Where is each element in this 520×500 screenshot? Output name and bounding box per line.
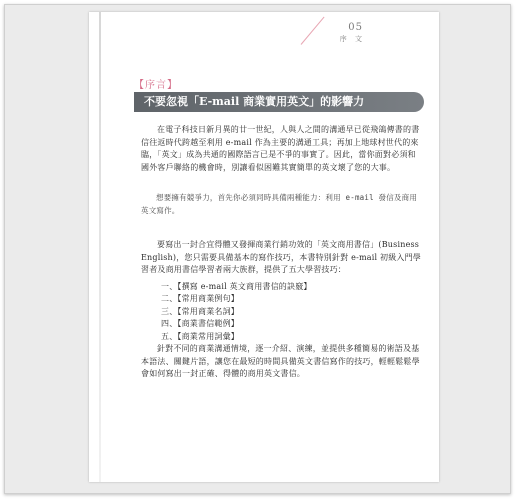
- list-item: 四、【商業書信範例】: [161, 319, 239, 328]
- closing-paragraph: 針對不同的商業溝通情境，逐一介紹、演練，並提供多種簡易的術語及基本語法、關鍵片語，讓您在最短的時間具備英文書信寫作的技巧，輕輕鬆鬆學會如何寫出一封正確、得體的商用英文書信。: [141, 344, 420, 378]
- list-item: 三、【常用商業名詞】: [161, 306, 239, 316]
- section-tag: 【序言】: [134, 80, 178, 91]
- body-content: [141, 124, 423, 381]
- decorative-line: [301, 17, 325, 45]
- page-subtitle: 序 文: [339, 35, 365, 43]
- book-page: [89, 12, 439, 482]
- list-item: 一、【撰寫 e-mail 英文商用書信的訣竅】: [161, 281, 312, 291]
- intro-paragraph: 在電子科技日新月異的廿一世紀，人與人之間的溝通早已從飛鴿傳書的書信往返時代跨越至利用 e-mail 作為主要的溝通工具；再加上地球村世代的來臨，「英文」成為共通的國際語言已是不爭的事實了。因此，當你面對必須和國外客戶聯絡的機會時，別讓看似困難其實簡單的英文壞了您的大事。: [141, 125, 420, 172]
- skills-intro-paragraph: 要寫出一封合宜得體又發揮商業行銷功效的「英文商用書信」(Business English)，您只需要具備基本的寫作技巧，本書特別針對 e-mail 初級入門學習者及商用書信學習者兩大族群，提供了五大學習技巧：: [141, 240, 422, 274]
- section-title: 不要忽視「E-mail 商業實用英文」的影響力: [134, 92, 424, 112]
- list-item: 二、【常用商業例句】: [161, 294, 239, 303]
- page-edge: [99, 12, 101, 482]
- skills-list: [141, 281, 423, 344]
- page-number: 05: [348, 22, 363, 33]
- quote-paragraph: 想要擁有競爭力，首先你必須同時具備兩種能力：利用 e-mail 發信及商用英文寫作。: [141, 193, 418, 215]
- list-item: 五、【商業常用詞彙】: [161, 331, 239, 341]
